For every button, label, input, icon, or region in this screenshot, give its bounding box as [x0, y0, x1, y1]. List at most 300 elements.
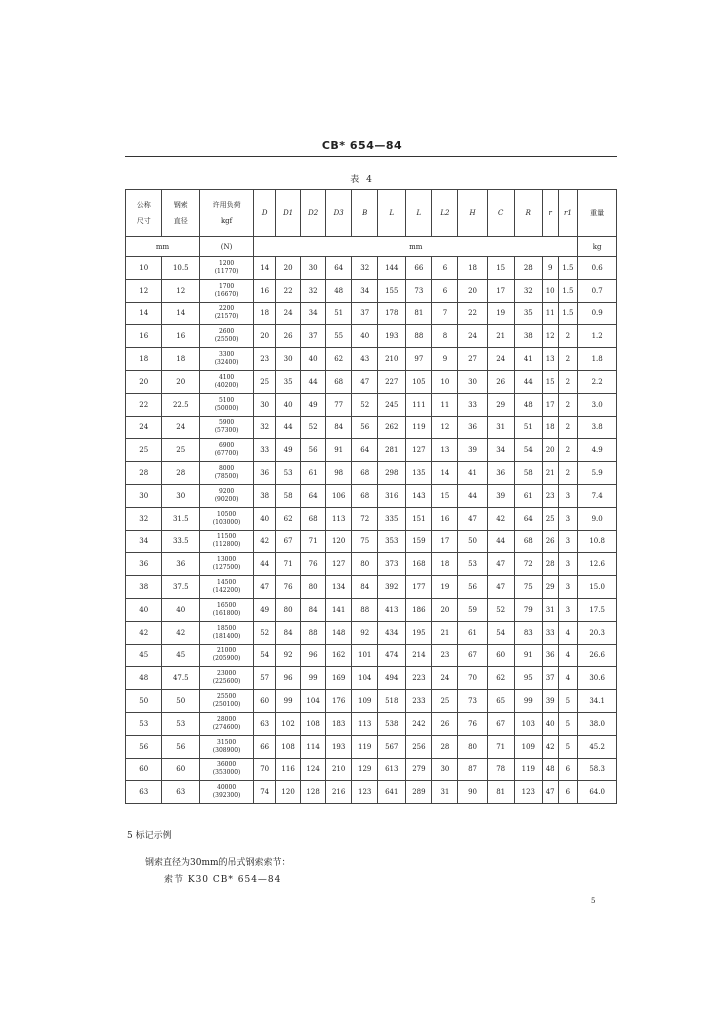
cell-r1: 3	[558, 484, 578, 507]
cell-L1: 73	[406, 279, 432, 302]
cell-L1: 279	[406, 758, 432, 781]
load-newton: (57300)	[214, 427, 239, 435]
cell-load	[200, 553, 254, 576]
col-r: r	[542, 190, 558, 237]
cell-L2: 23	[432, 644, 458, 667]
cell-D: 60	[254, 690, 276, 713]
cell-D: 18	[254, 302, 276, 325]
table-unit-row	[126, 237, 617, 257]
cell-w: 1.8	[578, 348, 617, 371]
table-row	[126, 348, 617, 371]
cell-B: 47	[352, 370, 378, 393]
cell-L2: 18	[432, 553, 458, 576]
cell-D: 16	[254, 279, 276, 302]
cell-H: 44	[458, 484, 487, 507]
cell-r1: 1.5	[558, 257, 578, 280]
cell-n: 20	[126, 370, 162, 393]
cell-L2: 8	[432, 325, 458, 348]
load-kgf: 6900	[218, 442, 235, 450]
cell-load	[200, 530, 254, 553]
cell-r: 39	[542, 690, 558, 713]
load-kgf: 2200	[218, 305, 235, 313]
cell-R: 38	[514, 325, 542, 348]
unit-kg: kg	[578, 237, 617, 257]
cell-L1: 151	[406, 507, 432, 530]
cell-D1: 67	[276, 530, 301, 553]
cell-n: 22	[126, 393, 162, 416]
cell-load	[200, 393, 254, 416]
cell-d: 45	[162, 644, 200, 667]
cell-r1: 2	[558, 416, 578, 439]
load-kgf: 5900	[218, 419, 235, 427]
cell-D1: 58	[276, 484, 301, 507]
cell-w: 0.7	[578, 279, 617, 302]
load-newton: (90200)	[214, 495, 239, 503]
cell-D3: 84	[326, 416, 352, 439]
col-R: R	[514, 190, 542, 237]
cell-r1: 3	[558, 530, 578, 553]
cell-D1: 22	[276, 279, 301, 302]
cell-load	[200, 370, 254, 393]
cell-D3: 62	[326, 348, 352, 371]
load-kgf: 3300	[218, 351, 235, 359]
cell-R: 91	[514, 644, 542, 667]
cell-load	[200, 644, 254, 667]
cell-n: 40	[126, 598, 162, 621]
cell-D3: 68	[326, 370, 352, 393]
cell-r: 29	[542, 576, 558, 599]
cell-L2: 25	[432, 690, 458, 713]
col-C: C	[487, 190, 514, 237]
cell-D1: 49	[276, 439, 301, 462]
cell-d: 12	[162, 279, 200, 302]
load-newton: (32400)	[214, 359, 239, 367]
cell-B: 75	[352, 530, 378, 553]
cell-D1: 84	[276, 621, 301, 644]
load-kgf: 25500	[217, 693, 237, 701]
col-B: B	[352, 190, 378, 237]
load-kgf: 23000	[217, 670, 237, 678]
cell-B: 40	[352, 325, 378, 348]
cell-D2: 96	[301, 644, 326, 667]
cell-L2: 12	[432, 416, 458, 439]
cell-L2: 21	[432, 621, 458, 644]
cell-n: 30	[126, 484, 162, 507]
load-kgf: 40000	[217, 784, 237, 792]
cell-B: 84	[352, 576, 378, 599]
cell-H: 90	[458, 781, 487, 804]
cell-d: 42	[162, 621, 200, 644]
cell-L2: 11	[432, 393, 458, 416]
cell-H: 39	[458, 439, 487, 462]
cell-H: 76	[458, 712, 487, 735]
cell-w: 64.0	[578, 781, 617, 804]
cell-B: 52	[352, 393, 378, 416]
cell-r: 10	[542, 279, 558, 302]
cell-L: 392	[378, 576, 406, 599]
cell-H: 33	[458, 393, 487, 416]
cell-R: 32	[514, 279, 542, 302]
cell-n: 16	[126, 325, 162, 348]
cell-H: 22	[458, 302, 487, 325]
cell-L2: 17	[432, 530, 458, 553]
cell-L: 353	[378, 530, 406, 553]
load-newton: (50000)	[214, 404, 239, 412]
cell-r: 11	[542, 302, 558, 325]
cell-H: 30	[458, 370, 487, 393]
cell-d: 20	[162, 370, 200, 393]
cell-load	[200, 484, 254, 507]
cell-load	[200, 439, 254, 462]
table-row	[126, 257, 617, 280]
cell-C: 54	[487, 621, 514, 644]
cell-d: 47.5	[162, 667, 200, 690]
cell-w: 5.9	[578, 462, 617, 485]
cell-D1: 44	[276, 416, 301, 439]
load-kgf: 13000	[217, 556, 237, 564]
cell-D: 70	[254, 758, 276, 781]
table-row	[126, 735, 617, 758]
cell-C: 62	[487, 667, 514, 690]
cell-L: 641	[378, 781, 406, 804]
table-row	[126, 576, 617, 599]
load-kgf: 1200	[218, 259, 235, 267]
cell-L: 281	[378, 439, 406, 462]
load-newton: (142200)	[212, 587, 241, 595]
cell-R: 35	[514, 302, 542, 325]
cell-L2: 20	[432, 598, 458, 621]
cell-C: 29	[487, 393, 514, 416]
cell-L: 178	[378, 302, 406, 325]
cell-L1: 97	[406, 348, 432, 371]
cell-L1: 168	[406, 553, 432, 576]
table-row	[126, 621, 617, 644]
cell-C: 67	[487, 712, 514, 735]
cell-R: 109	[514, 735, 542, 758]
cell-r1: 1.5	[558, 279, 578, 302]
cell-B: 101	[352, 644, 378, 667]
load-newton: (40200)	[214, 381, 239, 389]
cell-d: 30	[162, 484, 200, 507]
cell-d: 31.5	[162, 507, 200, 530]
cell-L1: 233	[406, 690, 432, 713]
cell-L2: 24	[432, 667, 458, 690]
cell-w: 0.9	[578, 302, 617, 325]
cell-D1: 40	[276, 393, 301, 416]
cell-load	[200, 781, 254, 804]
table-row	[126, 712, 617, 735]
cell-r1: 3	[558, 507, 578, 530]
cell-d: 53	[162, 712, 200, 735]
cell-n: 42	[126, 621, 162, 644]
load-newton: (353000)	[212, 769, 241, 777]
cell-C: 39	[487, 484, 514, 507]
cell-C: 17	[487, 279, 514, 302]
table-row	[126, 279, 617, 302]
cell-D1: 102	[276, 712, 301, 735]
cell-D: 20	[254, 325, 276, 348]
cell-D3: 176	[326, 690, 352, 713]
cell-L1: 119	[406, 416, 432, 439]
cell-r: 31	[542, 598, 558, 621]
cell-r: 25	[542, 507, 558, 530]
cell-w: 45.2	[578, 735, 617, 758]
cell-w: 12.6	[578, 553, 617, 576]
cell-C: 36	[487, 462, 514, 485]
cell-load	[200, 667, 254, 690]
col-D1: D1	[276, 190, 301, 237]
col-nominal-size: 公称 尺寸	[126, 190, 162, 237]
cell-L1: 105	[406, 370, 432, 393]
cell-r1: 4	[558, 644, 578, 667]
table-row	[126, 393, 617, 416]
cell-B: 34	[352, 279, 378, 302]
cell-D2: 104	[301, 690, 326, 713]
cell-D3: 106	[326, 484, 352, 507]
cell-n: 50	[126, 690, 162, 713]
cell-w: 30.6	[578, 667, 617, 690]
cell-n: 10	[126, 257, 162, 280]
cell-L: 613	[378, 758, 406, 781]
cell-L2: 31	[432, 781, 458, 804]
cell-D2: 30	[301, 257, 326, 280]
cell-r: 26	[542, 530, 558, 553]
cell-L1: 159	[406, 530, 432, 553]
cell-L1: 81	[406, 302, 432, 325]
cell-L2: 7	[432, 302, 458, 325]
cell-r1: 1.5	[558, 302, 578, 325]
cell-R: 119	[514, 758, 542, 781]
cell-d: 60	[162, 758, 200, 781]
cell-d: 50	[162, 690, 200, 713]
cell-r: 21	[542, 462, 558, 485]
cell-B: 56	[352, 416, 378, 439]
cell-r: 18	[542, 416, 558, 439]
cell-D3: 193	[326, 735, 352, 758]
cell-r: 9	[542, 257, 558, 280]
cell-d: 37.5	[162, 576, 200, 599]
cell-n: 18	[126, 348, 162, 371]
cell-H: 56	[458, 576, 487, 599]
cell-D2: 52	[301, 416, 326, 439]
table-row	[126, 302, 617, 325]
cell-L: 245	[378, 393, 406, 416]
cell-n: 36	[126, 553, 162, 576]
cell-L2: 6	[432, 279, 458, 302]
table-row	[126, 507, 617, 530]
load-newton: (78500)	[214, 473, 239, 481]
load-newton: (16670)	[214, 290, 239, 298]
cell-w: 4.9	[578, 439, 617, 462]
cell-D2: 88	[301, 621, 326, 644]
cell-L: 298	[378, 462, 406, 485]
cell-r1: 4	[558, 621, 578, 644]
cell-r1: 2	[558, 462, 578, 485]
cell-w: 3.8	[578, 416, 617, 439]
cell-L2: 6	[432, 257, 458, 280]
cell-D: 57	[254, 667, 276, 690]
table-row	[126, 644, 617, 667]
cell-C: 34	[487, 439, 514, 462]
load-newton: (274600)	[212, 723, 241, 731]
cell-R: 95	[514, 667, 542, 690]
cell-D1: 20	[276, 257, 301, 280]
table-row	[126, 758, 617, 781]
cell-load	[200, 302, 254, 325]
cell-D1: 30	[276, 348, 301, 371]
cell-L: 434	[378, 621, 406, 644]
cell-H: 36	[458, 416, 487, 439]
table-row	[126, 370, 617, 393]
cell-D: 36	[254, 462, 276, 485]
cell-r1: 6	[558, 781, 578, 804]
cell-L2: 26	[432, 712, 458, 735]
cell-L2: 15	[432, 484, 458, 507]
cell-r1: 2	[558, 325, 578, 348]
cell-D2: 40	[301, 348, 326, 371]
cell-L1: 256	[406, 735, 432, 758]
col-D2: D2	[301, 190, 326, 237]
load-kgf: 28000	[217, 715, 237, 723]
cell-D1: 71	[276, 553, 301, 576]
cell-r1: 3	[558, 598, 578, 621]
cell-D3: 64	[326, 257, 352, 280]
cell-L: 210	[378, 348, 406, 371]
load-kgf: 5100	[218, 396, 235, 404]
cell-D: 38	[254, 484, 276, 507]
load-newton: (25500)	[214, 336, 239, 344]
cell-d: 33.5	[162, 530, 200, 553]
cell-B: 72	[352, 507, 378, 530]
table-row	[126, 667, 617, 690]
col-D3: D3	[326, 190, 352, 237]
table-row	[126, 690, 617, 713]
cell-B: 119	[352, 735, 378, 758]
table-row	[126, 484, 617, 507]
example-code: 索节 K30 CB* 654—84	[164, 875, 282, 885]
cell-L1: 66	[406, 257, 432, 280]
cell-r: 12	[542, 325, 558, 348]
cell-H: 27	[458, 348, 487, 371]
cell-w: 58.3	[578, 758, 617, 781]
load-kgf: 36000	[217, 761, 237, 769]
cell-n: 48	[126, 667, 162, 690]
cell-H: 50	[458, 530, 487, 553]
col-L: L	[378, 190, 406, 237]
cell-load	[200, 462, 254, 485]
cell-w: 15.0	[578, 576, 617, 599]
cell-D: 30	[254, 393, 276, 416]
cell-D1: 96	[276, 667, 301, 690]
load-newton: (181400)	[212, 632, 241, 640]
cell-r: 40	[542, 712, 558, 735]
cell-D3: 77	[326, 393, 352, 416]
cell-D2: 80	[301, 576, 326, 599]
cell-D2: 108	[301, 712, 326, 735]
cell-L: 413	[378, 598, 406, 621]
header-rule	[125, 156, 617, 157]
table-row	[126, 598, 617, 621]
cell-w: 2.2	[578, 370, 617, 393]
cell-D: 23	[254, 348, 276, 371]
cell-D3: 98	[326, 462, 352, 485]
load-kgf: 11500	[217, 533, 237, 541]
cell-r1: 4	[558, 667, 578, 690]
cell-d: 25	[162, 439, 200, 462]
cell-B: 104	[352, 667, 378, 690]
load-kgf: 31500	[217, 738, 237, 746]
cell-D2: 71	[301, 530, 326, 553]
cell-L2: 30	[432, 758, 458, 781]
load-newton: (308900)	[212, 746, 241, 754]
cell-D2: 76	[301, 553, 326, 576]
cell-r1: 5	[558, 735, 578, 758]
cell-B: 68	[352, 484, 378, 507]
cell-L2: 10	[432, 370, 458, 393]
cell-D3: 134	[326, 576, 352, 599]
cell-D: 54	[254, 644, 276, 667]
cell-d: 10.5	[162, 257, 200, 280]
cell-B: 109	[352, 690, 378, 713]
cell-r1: 5	[558, 690, 578, 713]
cell-load	[200, 348, 254, 371]
cell-r: 15	[542, 370, 558, 393]
table-row	[126, 439, 617, 462]
cell-C: 24	[487, 348, 514, 371]
page-number: 5	[591, 897, 596, 905]
cell-w: 10.8	[578, 530, 617, 553]
cell-H: 53	[458, 553, 487, 576]
cell-R: 99	[514, 690, 542, 713]
cell-r: 13	[542, 348, 558, 371]
cell-r1: 2	[558, 348, 578, 371]
load-kgf: 21000	[217, 647, 237, 655]
cell-C: 71	[487, 735, 514, 758]
cell-D2: 37	[301, 325, 326, 348]
cell-R: 64	[514, 507, 542, 530]
cell-n: 38	[126, 576, 162, 599]
cell-C: 60	[487, 644, 514, 667]
cell-D1: 120	[276, 781, 301, 804]
cell-R: 61	[514, 484, 542, 507]
cell-D2: 32	[301, 279, 326, 302]
cell-L1: 177	[406, 576, 432, 599]
cell-w: 20.3	[578, 621, 617, 644]
cell-H: 67	[458, 644, 487, 667]
cell-L: 474	[378, 644, 406, 667]
cell-D2: 124	[301, 758, 326, 781]
cell-D2: 61	[301, 462, 326, 485]
cell-load	[200, 507, 254, 530]
table-row	[126, 462, 617, 485]
load-newton: (250100)	[212, 701, 241, 709]
load-newton: (161800)	[212, 609, 241, 617]
cell-R: 44	[514, 370, 542, 393]
cell-D: 33	[254, 439, 276, 462]
cell-H: 73	[458, 690, 487, 713]
unit-newton: (N)	[200, 237, 254, 257]
cell-D1: 53	[276, 462, 301, 485]
cell-r1: 2	[558, 393, 578, 416]
cell-load	[200, 576, 254, 599]
cell-load	[200, 621, 254, 644]
cell-load	[200, 712, 254, 735]
cell-D: 66	[254, 735, 276, 758]
cell-D3: 120	[326, 530, 352, 553]
cell-load	[200, 735, 254, 758]
load-kgf: 18500	[217, 624, 237, 632]
cell-d: 36	[162, 553, 200, 576]
